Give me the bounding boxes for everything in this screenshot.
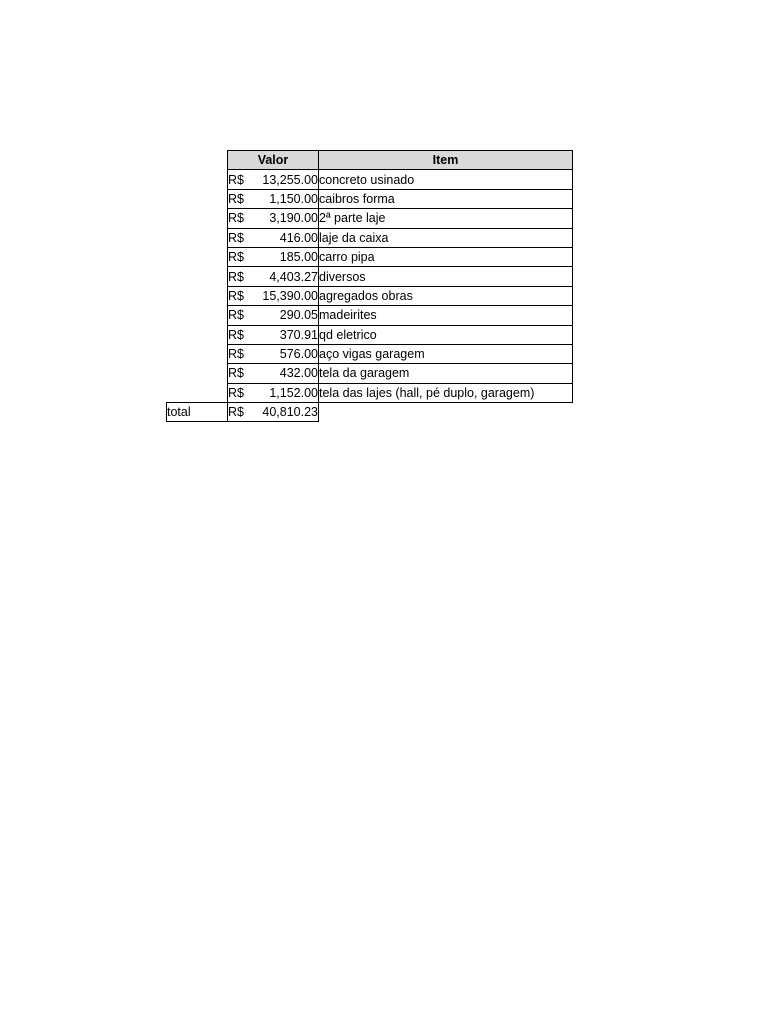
empty-cell bbox=[167, 189, 228, 208]
item-cell: laje da caixa bbox=[319, 228, 573, 247]
table-row bbox=[167, 189, 573, 208]
currency-cell: R$ bbox=[228, 286, 258, 305]
item-cell: qd eletrico bbox=[319, 325, 573, 344]
table-row bbox=[167, 306, 573, 325]
item-cell: 2ª parte laje bbox=[319, 209, 573, 228]
empty-cell bbox=[167, 306, 228, 325]
header-row bbox=[167, 151, 573, 170]
header-item: Item bbox=[319, 151, 573, 170]
value-cell: 432.00 bbox=[258, 364, 319, 383]
value-cell: 185.00 bbox=[258, 247, 319, 266]
currency-cell: R$ bbox=[228, 209, 258, 228]
currency-cell: R$ bbox=[228, 383, 258, 402]
item-cell: tela das lajes (hall, pé duplo, garagem) bbox=[319, 383, 573, 402]
currency-cell: R$ bbox=[228, 170, 258, 189]
table-row bbox=[167, 170, 573, 189]
value-cell: 1,152.00 bbox=[258, 383, 319, 402]
currency-cell: R$ bbox=[228, 247, 258, 266]
total-currency-cell: R$ bbox=[228, 403, 258, 422]
value-cell: 416.00 bbox=[258, 228, 319, 247]
value-cell: 3,190.00 bbox=[258, 209, 319, 228]
currency-cell: R$ bbox=[228, 306, 258, 325]
empty-cell bbox=[167, 228, 228, 247]
table-row bbox=[167, 228, 573, 247]
item-cell: agregados obras bbox=[319, 286, 573, 305]
empty-cell bbox=[167, 325, 228, 344]
value-cell: 290.05 bbox=[258, 306, 319, 325]
currency-cell: R$ bbox=[228, 267, 258, 286]
value-cell: 13,255.00 bbox=[258, 170, 319, 189]
total-label: total bbox=[167, 403, 228, 422]
table-row bbox=[167, 325, 573, 344]
table-row bbox=[167, 344, 573, 363]
table-row bbox=[167, 267, 573, 286]
total-row bbox=[167, 403, 573, 422]
empty-cell bbox=[319, 403, 573, 422]
expense-table bbox=[166, 150, 573, 422]
empty-cell bbox=[167, 209, 228, 228]
empty-cell bbox=[167, 247, 228, 266]
value-cell: 1,150.00 bbox=[258, 189, 319, 208]
empty-cell bbox=[167, 151, 228, 170]
table-row bbox=[167, 247, 573, 266]
currency-cell: R$ bbox=[228, 228, 258, 247]
empty-cell bbox=[167, 344, 228, 363]
table-row bbox=[167, 383, 573, 402]
empty-cell bbox=[167, 364, 228, 383]
currency-cell: R$ bbox=[228, 364, 258, 383]
empty-cell bbox=[167, 383, 228, 402]
value-cell: 576.00 bbox=[258, 344, 319, 363]
value-cell: 4,403.27 bbox=[258, 267, 319, 286]
spreadsheet-area bbox=[166, 150, 573, 422]
currency-cell: R$ bbox=[228, 189, 258, 208]
value-cell: 370.91 bbox=[258, 325, 319, 344]
table-row bbox=[167, 286, 573, 305]
header-valor: Valor bbox=[228, 151, 319, 170]
currency-cell: R$ bbox=[228, 325, 258, 344]
currency-cell: R$ bbox=[228, 344, 258, 363]
table-row bbox=[167, 209, 573, 228]
value-cell: 15,390.00 bbox=[258, 286, 319, 305]
item-cell: tela da garagem bbox=[319, 364, 573, 383]
item-cell: diversos bbox=[319, 267, 573, 286]
total-value-cell: 40,810.23 bbox=[258, 403, 319, 422]
empty-cell bbox=[167, 170, 228, 189]
table-row bbox=[167, 364, 573, 383]
item-cell: carro pipa bbox=[319, 247, 573, 266]
item-cell: concreto usinado bbox=[319, 170, 573, 189]
item-cell: aço vigas garagem bbox=[319, 344, 573, 363]
empty-cell bbox=[167, 286, 228, 305]
empty-cell bbox=[167, 267, 228, 286]
item-cell: madeirites bbox=[319, 306, 573, 325]
item-cell: caibros forma bbox=[319, 189, 573, 208]
